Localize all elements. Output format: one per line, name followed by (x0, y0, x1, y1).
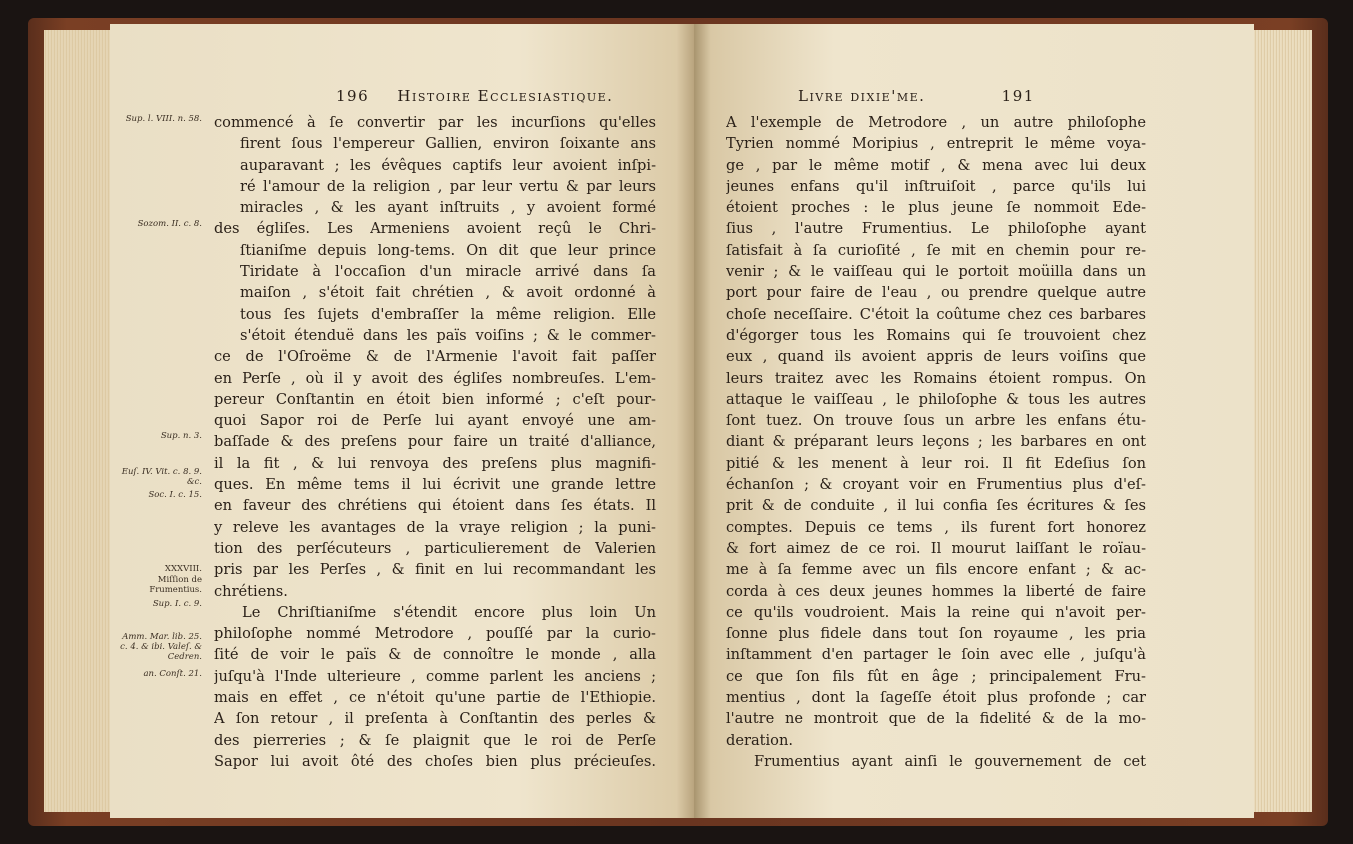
text-line: pris par les Perſes , & finit en lui recommandant les (214, 561, 656, 579)
text-line: miracles , & les ayant inſtruits , y avoient formé (240, 199, 656, 217)
text-line: Frumentius ayant ainſi le gouvernement de cet (754, 752, 1146, 770)
text-line: auparavant ; les évêques captifs leur avoient inſpi- (240, 156, 656, 174)
text-line: quoi Sapor roi de Perſe lui ayant envoyé une am- (214, 412, 656, 430)
left-page-number: 196 (336, 87, 370, 105)
text-line: diant & préparant leurs leçons ; les barbares en ont (726, 433, 1146, 451)
text-line: attaque le vaiſſeau , le philoſophe & tous les autres (726, 390, 1146, 408)
page-edges-left (44, 30, 114, 812)
text-line: choſe neceſſaire. C'étoit la coûtume chez ces barbares (726, 305, 1146, 323)
right-body-text (726, 112, 1146, 772)
marginal-note: Sup. l. VIII. n. 58. (125, 114, 202, 124)
text-line: me à ſa femme avec un fils encore enfant ; & ac- (726, 561, 1146, 579)
right-page (694, 24, 1254, 818)
text-line: leurs traitez avec les Romains étoient rompus. On (726, 369, 1146, 387)
text-line: il la fit , & lui renvoya des preſens plus magnifi- (214, 454, 656, 472)
text-line: & fort aimez de ce roi. Il mourut laiſſant le roïau- (726, 539, 1146, 557)
text-line: ce qu'ils voudroient. Mais la reine qui n'avoit per- (726, 603, 1146, 621)
marginal-note: Euſ. IV. Vit. c. 8. 9. &c. (121, 467, 202, 487)
left-page (110, 24, 694, 818)
text-line: ce que ſon fils fût en âge ; principalement Fru- (726, 667, 1146, 685)
text-line: mentius , dont la ſageſſe étoit plus profonde ; car (726, 689, 1146, 707)
text-line: jeunes enfans qu'il inſtruiſoit , parce qu'ils lui (726, 177, 1146, 195)
text-line: Le Chriſtianiſme s'étendit encore plus loin Un (242, 603, 656, 621)
text-line: juſqu'à l'Inde ulterieure , comme parlent les anciens ; (214, 667, 656, 685)
text-line: ge , par le même motif , & mena avec lui deux (726, 156, 1146, 174)
text-line: en Perſe , où il y avoit des égliſes nombreuſes. L'em- (214, 369, 656, 387)
left-running-head (336, 87, 613, 105)
text-line: firent ſous l'empereur Gallien, environ ſoixante ans (240, 135, 656, 153)
text-line: des égliſes. Les Armeniens avoient reçû le Chri- (214, 220, 656, 238)
text-line: commencé à ſe convertir par les incurſions qu'elles (214, 114, 656, 131)
text-line: Tiridate à l'occaſion d'un miracle arrivé dans ſa (240, 263, 656, 281)
text-line: baſſade & des preſens pour faire un traité d'alliance, (214, 433, 656, 451)
text-line: en faveur des chrétiens qui étoient dans ſes états. Il (214, 497, 656, 515)
text-line: pereur Conſtantin en étoit bien informé ; c'eſt pour- (214, 390, 656, 408)
right-running-title: Livre dixie'me. (798, 87, 926, 105)
text-line: pitié & les menent à leur roi. Il fit Edeſius ſon (726, 454, 1146, 472)
text-line: d'égorger tous les Romains qui ſe trouvoient chez (726, 326, 1146, 344)
text-line: ſius , l'autre Frumentius. Le philoſophe ayant (726, 220, 1146, 238)
text-line: ques. En même tems il lui écrivit une grande lettre (214, 476, 656, 494)
text-line: maiſon , s'étoit fait chrétien , & avoit ordonné à (240, 284, 656, 302)
text-line: prit & de conduite , il lui confia ſes écritures & ſes (726, 497, 1146, 515)
text-line: ce de l'Oſroëme & de l'Armenie l'avoit fait paſſer (214, 348, 656, 366)
text-line: Sapor lui avoit ôté des choſes bien plus précieuſes. (214, 752, 656, 770)
section-number: XXXVIII. (164, 564, 202, 574)
text-line: ſtianiſme depuis long-tems. On dit que leur prince (240, 241, 656, 259)
text-line: A ſon retour , il preſenta à Conſtantin des perles & (214, 710, 656, 728)
section-title-note: Miſſion de Frumentius. (149, 575, 202, 595)
text-line: inſtamment d'en partager le ſoin avec elle , juſqu'à (726, 646, 1146, 664)
text-line: mais en effet , ce n'étoit qu'une partie de l'Ethiopie. (214, 689, 656, 707)
text-line: ré l'amour de la religion , par leur vertu & par leurs (240, 177, 656, 195)
marginal-note: Soc. I. c. 15. (148, 490, 202, 500)
text-line: étoient proches : le plus jeune ſe nommoit Ede- (726, 199, 1146, 217)
marginal-note: an. Conſt. 21. (143, 669, 202, 679)
text-line: chrétiens. (214, 582, 288, 600)
marginal-note: Amm. Mar. lib. 25. c. 4. & ibi. Valeſ. & Cedren. (120, 632, 202, 662)
text-line: l'autre ne montroit que de la fidelité & de la mo- (726, 710, 1146, 728)
text-line: deration. (726, 731, 794, 749)
marginal-note: Sozom. II. c. 8. (137, 219, 202, 229)
text-line: corda à ces deux jeunes hommes la liberté de faire (726, 582, 1146, 600)
right-running-head (798, 87, 1035, 105)
text-line: port pour faire de l'eau , ou prendre quelque autre (726, 284, 1146, 302)
text-line: tous ſes ſujets d'embraſſer la même religion. Elle (240, 305, 656, 323)
marginal-note: Sup. n. 3. (160, 431, 202, 441)
text-line: s'étoit étenduë dans les païs voiſins ; & le commer- (240, 326, 656, 344)
text-line: Tyrien nommé Moripius , entreprit le même voya- (726, 135, 1146, 153)
text-line: des pierreries ; & ſe plaignit que le roi de Perſe (214, 731, 656, 749)
marginal-note: Sup. I. c. 9. (152, 599, 202, 609)
text-line: tion des perſécuteurs , particulierement de Valerien (214, 539, 656, 557)
text-line: ſité de voir le païs & de connoître le monde , alla (214, 646, 656, 664)
text-line: échanſon ; & croyant voir en Frumentius plus d'eſ- (726, 476, 1146, 494)
left-body-text (214, 112, 656, 772)
text-line: A l'exemple de Metrodore , un autre philoſophe (726, 114, 1146, 131)
text-line: ſatisfait à ſa curioſité , ſe mit en chemin pour re- (726, 241, 1146, 259)
text-line: eux , quand ils avoient appris de leurs voiſins que (726, 348, 1146, 366)
text-line: ſont tuez. On trouve ſous un arbre les enfans étu- (726, 412, 1146, 430)
text-line: comptes. Depuis ce tems , ils furent fort honorez (726, 518, 1146, 536)
text-line: y releve les avantages de la vraye religion ; la puni- (214, 518, 656, 536)
text-line: ſonne plus fidele dans tout ſon royaume , les pria (726, 625, 1146, 643)
text-line: philoſophe nommé Metrodore , pouſſé par la curio- (214, 625, 656, 643)
right-page-number: 191 (1001, 87, 1035, 105)
text-line: venir ; & le vaiſſeau qui le portoit moüilla dans un (726, 263, 1146, 281)
left-running-title: Histoire Ecclesiastique. (397, 87, 614, 105)
